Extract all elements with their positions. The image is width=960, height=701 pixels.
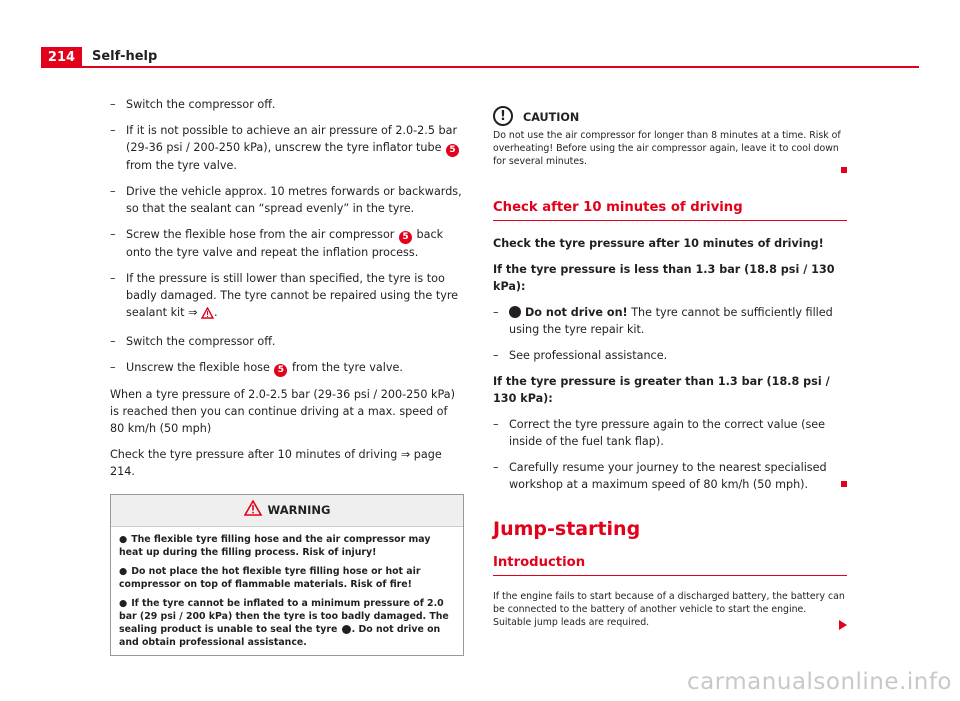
paragraph: If the engine fails to start because of a discharged battery, the battery can be connected to the battery of another vehicle to start the engine. Suitable jump leads are required. (493, 590, 847, 629)
section-heading: Introduction (493, 554, 847, 576)
stop-icon (509, 306, 521, 318)
caution-text: Do not use the air compressor for longer than 8 minutes at a time. Risk of overheating! Before using the air compressor again, leave it to cool down for several minutes. (493, 129, 847, 177)
bold-line: Check the tyre pressure after 10 minutes of driving! (493, 237, 824, 250)
stop-icon (342, 625, 351, 634)
list-item: – If the pressure is still lower than specified, the tyre is too badly damaged. The tyre cannot be repaired using the tyre sealant kit ⇒ . (110, 270, 464, 324)
callout-number: 5 (446, 144, 459, 157)
list-item: – See professional assistance. (493, 347, 847, 364)
caution-header (493, 106, 847, 126)
page-number: 214 (41, 47, 82, 68)
list-item: – Correct the tyre pressure again to the correct value (see inside of the fuel tank flap). (493, 416, 847, 450)
bold-line: If the tyre pressure is greater than 1.3 bar (18.8 psi / 130 kPa): (493, 375, 830, 405)
header-divider (82, 66, 919, 68)
right-column (493, 106, 847, 634)
page-header-title: Self-help (92, 49, 158, 64)
list-item: – Unscrew the flexible hose 5 from the tyre valve. (110, 359, 464, 377)
list-item: – Switch the compressor off. (110, 333, 464, 350)
warning-triangle-icon (244, 500, 262, 521)
list-item: – If it is not possible to achieve an air pressure of 2.0-2.5 bar (29-36 psi / 200-250 kPa), unscrew the tyre inflator tube 5 from the tyre valve. (110, 122, 464, 174)
section-heading: Check after 10 minutes of driving (493, 199, 847, 221)
list-item: – Drive the vehicle approx. 10 metres forwards or backwards, so that the sealant can “spread evenly” in the tyre. (110, 183, 464, 217)
warning-title: WARNING (267, 503, 331, 517)
list-item: – Do not drive on! The tyre cannot be sufficiently filled using the tyre repair kit. (493, 304, 847, 338)
callout-number: 5 (399, 231, 412, 244)
watermark: carmanualsonline.info (686, 669, 952, 695)
end-mark-icon (841, 481, 847, 487)
warning-box (110, 494, 464, 656)
warning-body (111, 527, 463, 655)
list-item: – Carefully resume your journey to the nearest specialised workshop at a maximum speed of 80 km/h (50 mph). (493, 459, 847, 493)
caution-exclamation-icon: ! (493, 106, 513, 126)
end-mark-icon (841, 167, 847, 173)
continue-arrow-icon (839, 620, 847, 634)
caution-title: CAUTION (523, 111, 580, 124)
warning-item: ● Do not place the hot flexible tyre filling hose or hot air compressor on top of flammable materials. Risk of fire! (119, 566, 421, 590)
list-item: – Screw the flexible hose from the air compressor 5 back onto the tyre valve and repeat the inflation process. (110, 226, 464, 261)
warning-item: ● The flexible tyre filling hose and the air compressor may heat up during the filling process. Risk of injury! (119, 534, 431, 558)
left-column (110, 96, 464, 656)
warning-item: ● If the tyre cannot be inflated to a minimum pressure of 2.0 bar (29 psi / 200 kPa) then the tyre is too badly damaged. The sealing product is unable to seal the tyre . Do not drive on and obtain professional assistance. (119, 598, 449, 648)
callout-number: 5 (274, 364, 287, 377)
paragraph: When a tyre pressure of 2.0-2.5 bar (29-36 psi / 200-250 kPa) is reached then you can continue driving at a max. speed of 80 km/h (50 mph) (110, 388, 455, 435)
warning-header (111, 495, 463, 527)
paragraph: Check the tyre pressure after 10 minutes of driving ⇒ page 214. (110, 448, 442, 478)
chapter-heading: Jump-starting (493, 518, 641, 540)
list-item: – Switch the compressor off. (110, 96, 464, 113)
warning-triangle-icon (201, 307, 214, 324)
bold-line: If the tyre pressure is less than 1.3 bar (18.8 psi / 130 kPa): (493, 263, 835, 293)
